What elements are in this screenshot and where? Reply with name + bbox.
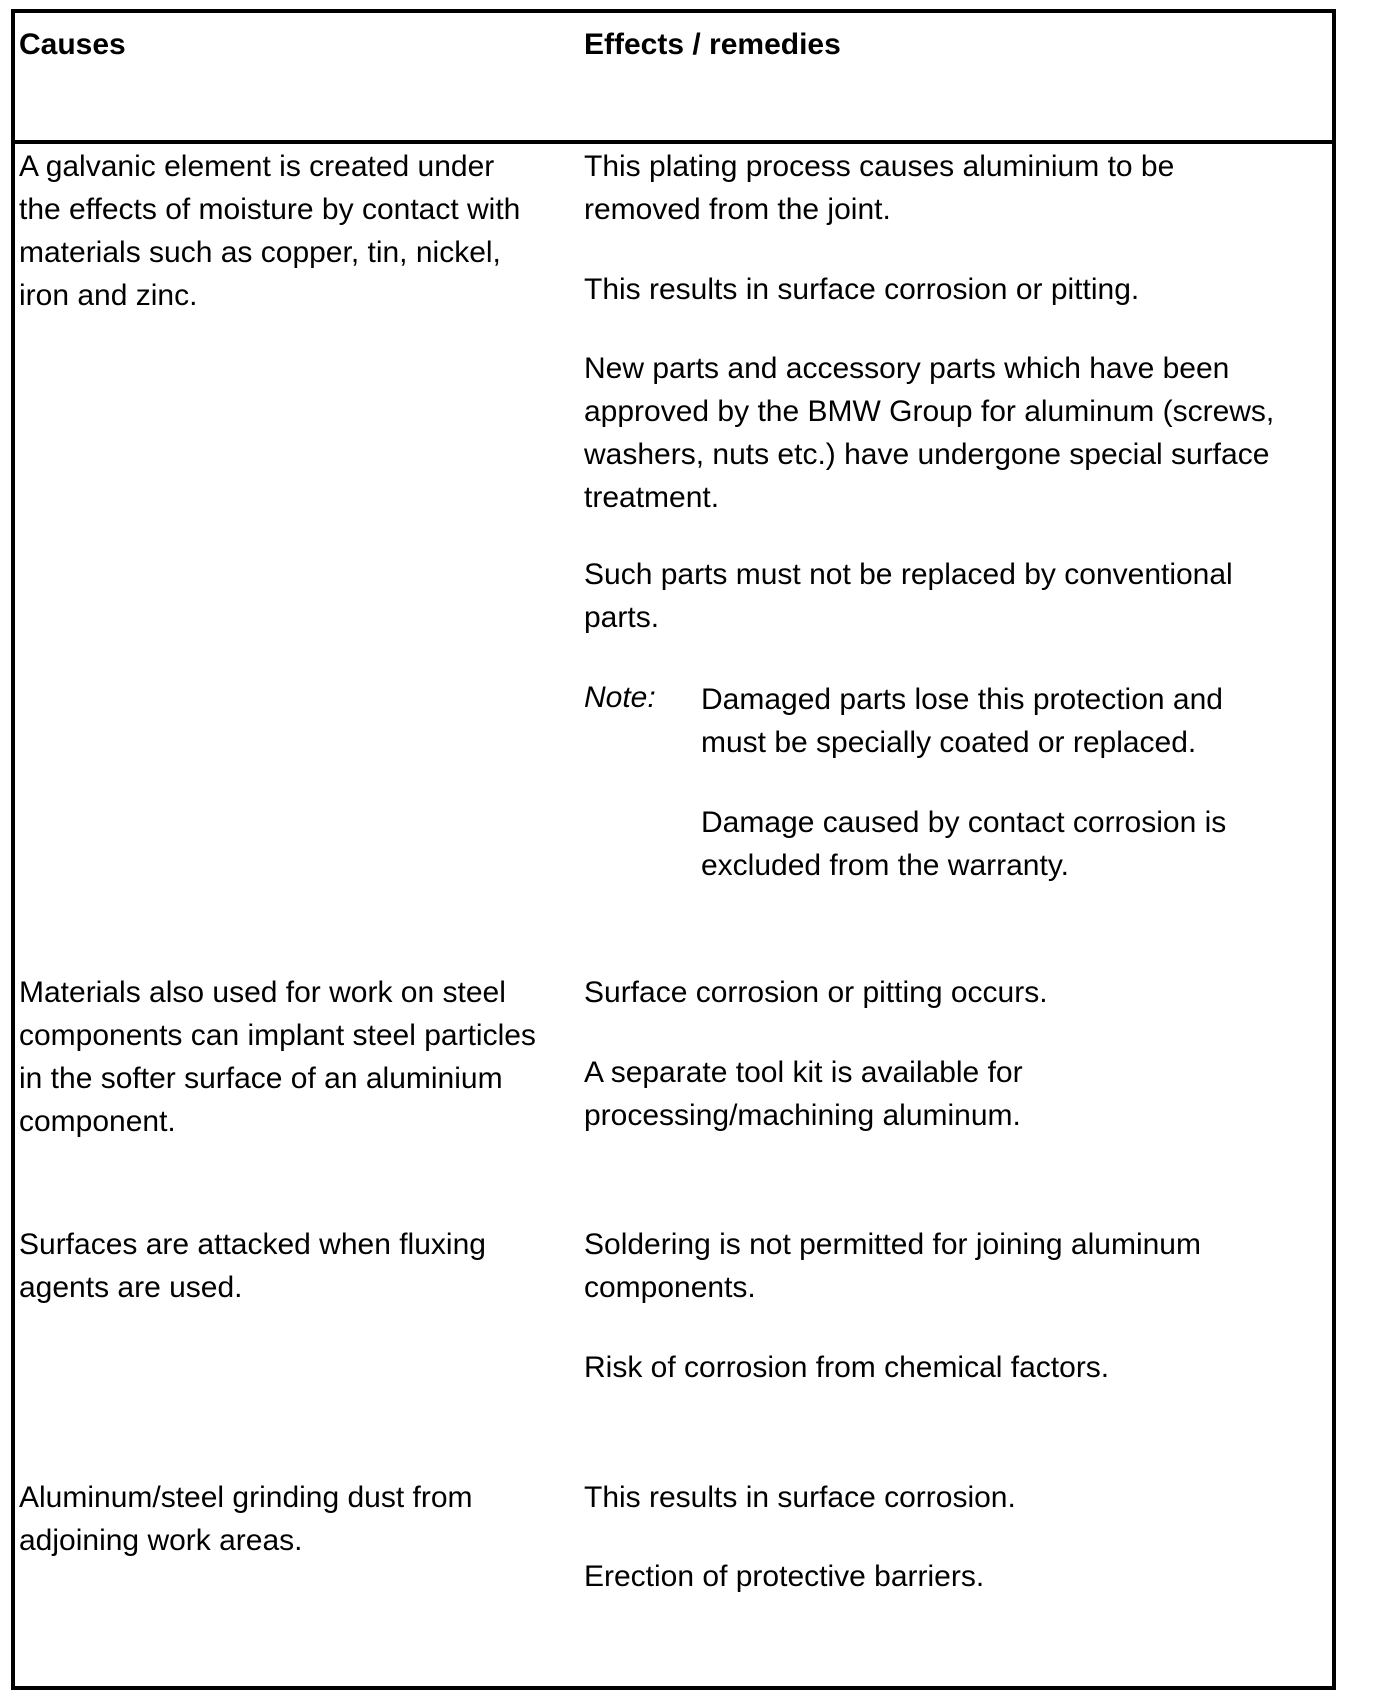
row-1-effect-3: New parts and accessory parts which have been approved by the BMW Group for aluminum (screws, washers, nuts etc.) have undergone special surface treatment. [584,352,1275,514]
note-paragraph-1: Damaged parts lose this protection and must be specially coated or replaced. [701,683,1223,759]
note-paragraph-2: Damage caused by contact corrosion is excluded from the warranty. [701,806,1227,882]
row-2-effect-2: A separate tool kit is available for processing/machining aluminum. [584,1056,1023,1132]
row-2-effect-1: Surface corrosion or pitting occurs. [584,976,1048,1009]
header-effects-remedies: Effects / remedies [584,28,841,61]
causes-effects-table [11,9,1336,1690]
row-2-cause: Materials also used for work on steel components can implant steel particles in the softer surface of an aluminium component. [19,976,536,1138]
row-1-effect-1: This plating process causes aluminium to be removed from the joint. [584,150,1175,226]
row-4-effect-2: Erection of protective barriers. [584,1560,985,1593]
row-4-effect-1: This results in surface corrosion. [584,1481,1016,1514]
header-divider [15,140,1332,144]
row-3-effect-1: Soldering is not permitted for joining aluminum components. [584,1228,1201,1304]
row-1-effect-2: This results in surface corrosion or pitting. [584,273,1140,306]
note-label: Note: [584,681,656,714]
row-3-cause: Surfaces are attacked when fluxing agents are used. [19,1228,486,1304]
row-3-effect-2: Risk of corrosion from chemical factors. [584,1351,1110,1384]
header-causes: Causes [19,28,126,61]
row-1-cause: A galvanic element is created under the effects of moisture by contact with materials such as copper, tin, nickel, iron and zinc. [19,150,521,312]
row-4-cause: Aluminum/steel grinding dust from adjoining work areas. [19,1481,473,1557]
row-1-effect-4: Such parts must not be replaced by conventional parts. [584,558,1233,634]
